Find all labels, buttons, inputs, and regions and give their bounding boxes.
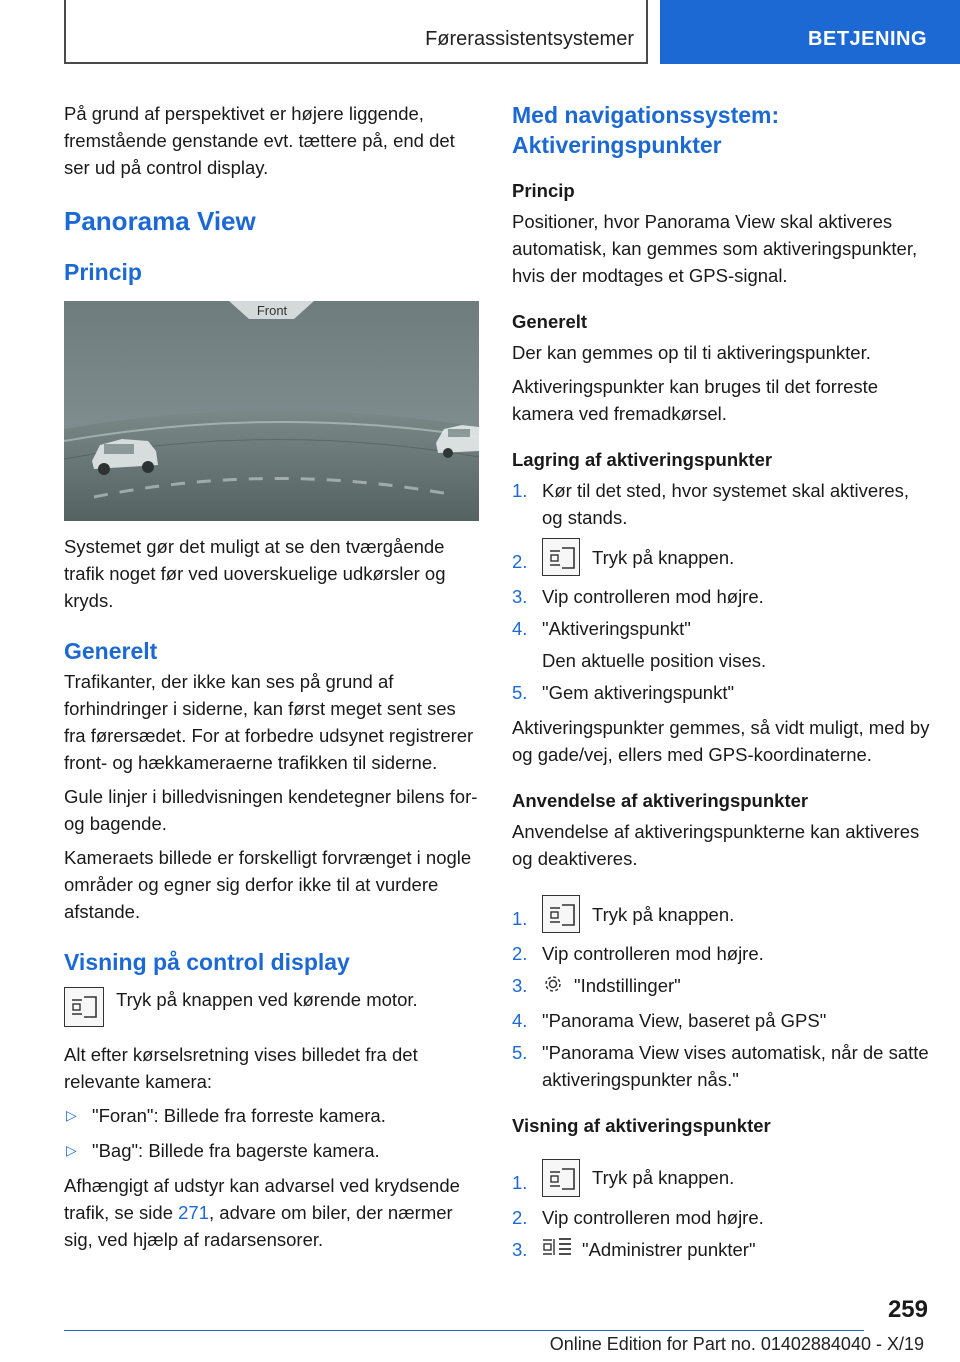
- page-link[interactable]: 271: [178, 1202, 210, 1223]
- camera-button-icon: [542, 538, 580, 576]
- visning-button-text: Tryk på knappen ved kørende motor.: [116, 989, 418, 1010]
- subheading-lagring: Lagring af aktiveringspunkter: [512, 449, 773, 470]
- camera-button-icon: [542, 1159, 580, 1197]
- intro-paragraph: På grund af perspektivet er højere liggende, fremstående genstande evt. tættere på, end det ser ud på control display.: [64, 103, 455, 178]
- header-section-box: [64, 0, 648, 64]
- visning-steps: [512, 1157, 930, 1266]
- header-chapter-tab: [660, 0, 960, 64]
- list-item: ▷ "Bag": Billede fra bagerste kamera.: [64, 1137, 479, 1164]
- subheading-princip: Princip: [512, 180, 575, 201]
- camera-button-icon: [542, 895, 580, 933]
- right-column: [512, 100, 930, 1273]
- page-number: 259: [887, 1296, 928, 1323]
- panorama-scene-icon: [64, 301, 479, 521]
- heading-generelt: Generelt: [64, 638, 158, 664]
- panorama-view-image: [64, 301, 479, 521]
- anvendelse-steps: [512, 893, 930, 1093]
- anvendelse-paragraph: Anvendelse af aktiveringspunkterne kan aktiveres og deaktiveres.: [512, 821, 920, 869]
- generelt-paragraph-3: Kameraets billede er forskelligt forvrænget i nogle områder og egner sig derfor ikke til at vurdere afstande.: [64, 847, 472, 922]
- list-item: 1. Kør til det sted, hvor systemet skal aktiveres, og stands.: [512, 480, 910, 528]
- list-item: 5. "Gem aktiveringspunkt": [512, 682, 735, 703]
- heading-nav-aktiveringspunkter: Med navigationssystem: Aktiveringspunkter: [512, 102, 780, 158]
- photo-front-label: Front: [256, 303, 288, 318]
- list-item: 3. "Indstillinger": [512, 972, 930, 1002]
- list-item: 1. Tryk på knappen.: [512, 1157, 930, 1199]
- camera-list-icon: [542, 1236, 572, 1265]
- list-item: 2. Vip controlleren mod højre.: [512, 1206, 764, 1228]
- gear-icon: [542, 973, 564, 1002]
- visning-button-row: [64, 987, 479, 1027]
- generelt-paragraph-2: Gule linjer i billedvisningen kendetegner bilens for- og bagende.: [64, 786, 478, 834]
- princip-paragraph: Systemet gør det muligt at se den tværgående trafik noget før ved uoverskuelige udkørsler og kryds.: [64, 536, 446, 611]
- list-item: ▷ "Foran": Billede fra forreste kamera.: [64, 1102, 479, 1129]
- camera-bullet-list: [64, 1102, 479, 1164]
- subheading-visning: Visning af aktiveringspunkter: [512, 1114, 771, 1136]
- list-item: 1. Tryk på knappen.: [512, 893, 930, 935]
- heading-panorama-view: Panorama View: [64, 206, 256, 236]
- right-generelt-2: Aktiveringspunkter kan bruges til det forreste kamera ved fremadkørsel.: [512, 376, 879, 424]
- header-section-title: Førerassistentsystemer: [425, 28, 634, 50]
- footer-edition: Online Edition for Part no. 01402884040 - X/19: [549, 1334, 924, 1354]
- triangle-bullet-icon: ▷: [66, 1142, 77, 1158]
- list-item: 4. "Aktiveringspunkt" Den aktuelle position vises.: [512, 618, 767, 671]
- afhaengigt-paragraph: Afhængigt af udstyr kan advarsel ved krydsende trafik, se side 271, advare om biler, der nærmer sig, ved hjælp af radarsensorer.: [64, 1175, 460, 1250]
- right-generelt-1: Der kan gemmes op til ti aktiveringspunkter.: [512, 342, 871, 363]
- generelt-paragraph-1: Trafikanter, der ikke kan ses på grund af forhindringer i siderne, kan først meget sent ses fra førersædet. For at forbedre udsynet registrerer front- og hækkameraerne trafikken til siderne.: [64, 671, 474, 773]
- list-item: 4. "Panorama View, baseret på GPS": [512, 1009, 827, 1031]
- triangle-bullet-icon: ▷: [66, 1107, 77, 1123]
- camera-button-icon: [64, 987, 104, 1027]
- lagring-after-paragraph: Aktiveringspunkter gemmes, så vidt muligt, med by og gade/vej, ellers med GPS-koordinaterne.: [512, 717, 930, 765]
- subheading-anvendelse: Anvendelse af aktiveringspunkter: [512, 790, 809, 811]
- subheading-generelt: Generelt: [512, 311, 588, 332]
- heading-visning: Visning på control display: [64, 949, 350, 975]
- list-item: 2. Vip controlleren mod højre.: [512, 943, 764, 964]
- list-item: 3. Vip controlleren mod højre.: [512, 586, 764, 607]
- right-princip-paragraph: Positioner, hvor Panorama View skal aktiveres automatisk, kan gemmes som aktiveringspunkter, hvis der modtages et GPS-signal.: [512, 211, 918, 286]
- left-column: [64, 100, 479, 1260]
- list-item: 3. "Administrer punkter": [512, 1236, 930, 1266]
- header-chapter-title: BETJENING: [808, 28, 927, 50]
- lagring-steps: [512, 477, 930, 706]
- heading-princip: Princip: [64, 259, 142, 285]
- visning-paragraph: Alt efter kørselsretning vises billedet fra det relevante kamera:: [64, 1044, 418, 1092]
- footer-divider: [64, 1330, 864, 1331]
- list-item: 5. "Panorama View vises automatisk, når de satte aktiveringspunkter nås.": [512, 1041, 929, 1090]
- list-item: 2. Tryk på knappen.: [512, 536, 930, 578]
